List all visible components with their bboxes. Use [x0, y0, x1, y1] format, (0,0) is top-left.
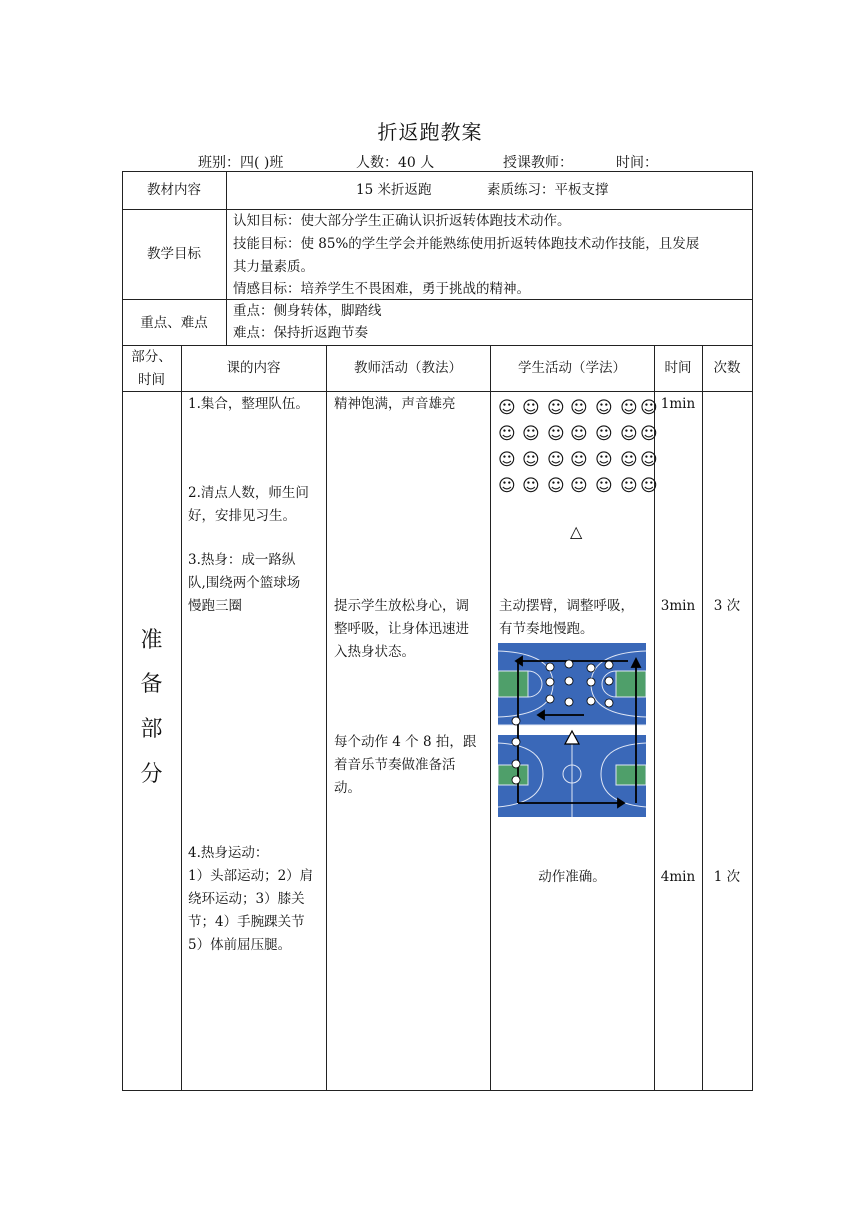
teacher-act-2-line1: 提示学生放松身心，调	[334, 598, 469, 614]
item-3-line3: 慢跑三圈	[188, 598, 242, 614]
student-act-2: 动作准确。	[538, 869, 606, 885]
item-4-line3: 绕环运动；3）膝关	[188, 891, 305, 907]
smiley-icon: ☺	[570, 476, 588, 496]
item-2-line2: 好，安排见习生。	[188, 508, 296, 524]
smiley-icon: ☺	[595, 398, 613, 418]
item-3-line1: 3.热身：成一路纵	[188, 552, 296, 568]
difficulty-point: 难点：保持折返跑节奏	[233, 325, 368, 341]
time-2: 3min	[660, 598, 696, 614]
smiley-icon: ☺	[498, 450, 516, 470]
item-1: 1.集合，整理队伍。	[188, 396, 309, 412]
smiley-icon: ☺	[595, 476, 613, 496]
teacher-act-2-line2: 整呼吸，让身体迅速进	[334, 621, 469, 637]
smiley-icon: ☺	[570, 424, 588, 444]
content-main: 15 米折返跑	[356, 182, 432, 198]
section-char-3: 部	[140, 717, 163, 742]
content-extra: 素质练习：平板支撑	[487, 182, 609, 198]
smiley-icon: ☺	[570, 450, 588, 470]
item-4-line2: 1）头部运动；2）肩	[188, 868, 314, 884]
smiley-icon: ☺	[498, 476, 516, 496]
header-time: 时间	[664, 360, 692, 376]
smiley-icon: ☺	[522, 398, 540, 418]
student-act-1-line1: 主动摆臂，调整呼吸，	[499, 598, 634, 614]
court-bottom	[498, 735, 646, 817]
keypoints-label: 重点、难点	[140, 315, 208, 331]
time-1: 1min	[660, 396, 696, 412]
teacher-act-1: 精神饱满，声音雄亮	[334, 396, 456, 412]
smiley-icon: ☺	[620, 424, 638, 444]
court-diagram	[498, 643, 646, 817]
smiley-icon: ☺	[570, 398, 588, 418]
section-char-2: 备	[140, 672, 163, 697]
header-part-time: 时间	[138, 372, 165, 388]
goals-label: 教学目标	[147, 246, 201, 262]
smiley-icon: ☺	[595, 424, 613, 444]
time-3: 4min	[660, 869, 696, 885]
section-char-1: 准	[140, 628, 163, 653]
item-2-line1: 2.清点人数，师生问	[188, 485, 309, 501]
smiley-icon: ☺	[522, 424, 540, 444]
teacher-act-3-line1: 每个动作 4 个 8 拍，跟	[334, 734, 477, 750]
smiley-icon: ☺	[547, 476, 565, 496]
goal-skill-line1: 技能目标：使 85%的学生学会并能熟练使用折返转体跑技术动作技能，且发展	[233, 236, 700, 252]
header-teacher: 教师活动（教法）	[354, 360, 462, 376]
smiley-icon: ☺	[547, 398, 565, 418]
smiley-icon: ☺	[640, 450, 658, 470]
header-student: 学生活动（学法）	[518, 360, 626, 376]
goal-emotion: 情感目标：培养学生不畏困难，勇于挑战的精神。	[233, 281, 530, 297]
count-2: 1 次	[713, 869, 741, 885]
smiley-icon: ☺	[620, 398, 638, 418]
triangle-icon: △	[570, 522, 583, 541]
smiley-icon: ☺	[547, 450, 565, 470]
smiley-icon: ☺	[547, 424, 565, 444]
count-1: 3 次	[713, 598, 741, 614]
item-4-line1: 4.热身运动：	[188, 845, 269, 861]
smiley-icon: ☺	[595, 450, 613, 470]
smiley-icon: ☺	[640, 424, 658, 444]
goal-cognitive: 认知目标：使大部分学生正确认识折返转体跑技术动作。	[233, 213, 571, 229]
smiley-icon: ☺	[522, 450, 540, 470]
header-count: 次数	[713, 360, 741, 376]
teacher-act-2-line3: 入热身状态。	[334, 644, 415, 660]
smiley-icon: ☺	[640, 398, 658, 418]
item-3-line2: 队,围绕两个篮球场	[188, 575, 301, 591]
info-time: 时间：	[616, 155, 658, 171]
info-people: 人数：40 人	[356, 155, 435, 171]
key-point: 重点：侧身转体，脚踏线	[233, 303, 382, 319]
smiley-icon: ☺	[640, 476, 658, 496]
teacher-act-3-line2: 着音乐节奏做准备活	[334, 757, 456, 773]
header-part: 部分、	[131, 349, 172, 365]
teacher-act-3-line3: 动。	[334, 780, 361, 796]
smiley-icon: ☺	[620, 450, 638, 470]
page-title: 折返跑教案	[377, 120, 483, 144]
student-act-1-line2: 有节奏地慢跑。	[499, 621, 594, 637]
info-teacher: 授课教师：	[503, 155, 573, 171]
item-4-line5: 5）体前屈压腿。	[188, 937, 292, 953]
smiley-icon: ☺	[498, 424, 516, 444]
item-4-line4: 节；4）手腕踝关节	[188, 914, 305, 930]
content-label: 教材内容	[147, 182, 201, 198]
info-class: 班别：四( )班	[198, 155, 284, 171]
section-char-4: 分	[140, 762, 163, 787]
goal-skill-line2: 其力量素质。	[233, 259, 314, 275]
smiley-icon: ☺	[498, 398, 516, 418]
smiley-icon: ☺	[522, 476, 540, 496]
header-content: 课的内容	[226, 360, 281, 376]
smiley-icon: ☺	[620, 476, 638, 496]
